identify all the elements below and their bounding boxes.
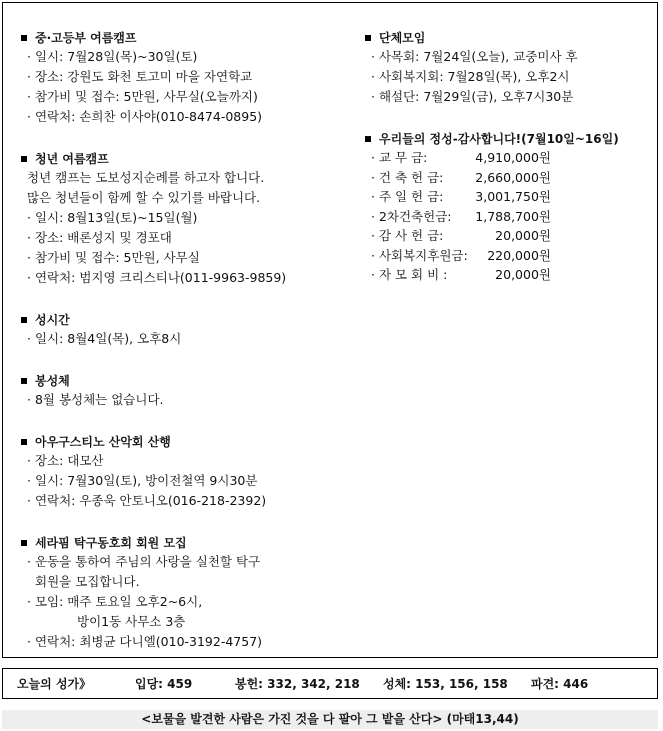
youth-camp-title: 중·고등부 여름캠프 (35, 31, 137, 45)
offerings-section (363, 130, 663, 285)
table-tennis-desc: · 운동을 통하여 주님의 사랑을 실천할 탁구 (27, 554, 261, 569)
offering-label: · 교 무 금: (371, 150, 428, 165)
offerings-title: 우리들의 정성-감사합니다!(7월10일~16일) (379, 132, 619, 146)
group-meeting-item: · 사회복지회: 7월28일(목), 오후2시 (371, 69, 570, 84)
today-hymns-label: 오늘의 성가》 (17, 677, 92, 691)
left-column (19, 29, 349, 675)
square-bullet-icon (21, 156, 27, 162)
offering-amount: 220,000원 (487, 247, 551, 263)
communion-visit-note: · 8월 봉성체는 없습니다. (27, 392, 164, 407)
young-adult-camp-desc: 많은 청년들이 함께 할 수 있기를 바랍니다. (27, 190, 261, 205)
youth-camp-section (19, 29, 349, 127)
hymn-dismissal: 파견: 446 (531, 677, 589, 691)
offering-amount: 1,788,700원 (475, 208, 551, 224)
group-meeting-item: · 사목회: 7월24일(오늘), 교중미사 후 (371, 49, 578, 64)
section-heading (19, 311, 349, 329)
section-heading (363, 130, 663, 148)
hymn-offertory: 봉헌: 332, 342, 218 (235, 677, 360, 691)
youth-camp-fee: · 참가비 및 접수: 5만원, 사무실(오늘까지) (27, 89, 258, 104)
offering-label: · 사회복지후원금: (371, 247, 468, 263)
hiking-place: · 장소: 대모산 (27, 453, 104, 468)
offering-label: · 감 사 헌 금: (371, 228, 444, 243)
youth-camp-date: · 일시: 7월28일(목)~30일(토) (27, 49, 198, 64)
square-bullet-icon (365, 35, 371, 41)
table-tennis-section (19, 534, 349, 652)
offering-label: · 2차건축헌금: (371, 208, 452, 224)
section-heading (19, 433, 349, 451)
youth-camp-place: · 장소: 강원도 화천 토고미 마을 자연학교 (27, 69, 253, 84)
offering-amount: 20,000원 (495, 228, 551, 243)
square-bullet-icon (21, 35, 27, 41)
table-tennis-desc: 회원을 모집합니다. (35, 574, 140, 589)
hiking-contact: · 연락처: 우종욱 안토니오(016-218-2392) (27, 493, 267, 508)
holy-hour-date: · 일시: 8월4일(목), 오후8시 (27, 331, 182, 346)
section-heading (363, 29, 663, 47)
hymn-communion: 성체: 153, 156, 158 (383, 677, 508, 691)
table-tennis-meeting: · 모임: 매주 토요일 오후2~6시, (27, 594, 203, 609)
offering-label: · 자 모 회 비 : (371, 267, 448, 282)
holy-hour-section (19, 311, 349, 349)
group-meetings-title: 단체모임 (379, 31, 426, 45)
group-meetings-section (363, 29, 663, 107)
table-tennis-title: 세라핌 탁구동호회 회원 모집 (35, 536, 187, 550)
square-bullet-icon (21, 540, 27, 546)
square-bullet-icon (21, 439, 27, 445)
square-bullet-icon (365, 136, 371, 142)
offering-amount: 20,000원 (495, 267, 551, 282)
young-adult-camp-contact: · 연락처: 범지영 크리스티나(011-9963-9859) (27, 270, 287, 285)
young-adult-camp-place: · 장소: 배론성지 및 경포대 (27, 230, 172, 245)
young-adult-camp-desc: 청년 캠프는 도보성지순례를 하고자 합니다. (27, 170, 265, 185)
offering-amount: 4,910,000원 (475, 150, 551, 165)
offering-amount: 3,001,750원 (475, 189, 551, 204)
communion-visit-section (19, 372, 349, 410)
section-heading (19, 372, 349, 390)
communion-visit-title: 봉성체 (35, 374, 70, 388)
table-tennis-contact: · 연락처: 최병균 다니엘(010-3192-4757) (27, 634, 263, 649)
offering-amount: 2,660,000원 (475, 169, 551, 185)
offering-label: · 주 일 헌 금: (371, 189, 444, 204)
holy-hour-title: 성시간 (35, 313, 70, 327)
young-adult-camp-date: · 일시: 8월13일(토)~15일(월) (27, 210, 198, 225)
square-bullet-icon (21, 317, 27, 323)
section-heading (19, 534, 349, 552)
right-column (363, 29, 663, 308)
young-adult-camp-title: 청년 여름캠프 (35, 152, 109, 166)
offering-label: · 건 축 헌 금: (371, 169, 444, 185)
group-meeting-item: · 해설단: 7월29일(금), 오후7시30분 (371, 89, 574, 104)
hiking-section (19, 433, 349, 511)
section-heading (19, 150, 349, 168)
hiking-date: · 일시: 7월30일(토), 방이전철역 9시30분 (27, 473, 258, 488)
offerings-table (363, 148, 663, 285)
bible-verse: <보물을 발견한 사람은 가진 것을 다 팔아 그 밭을 산다> (마태13,44) (2, 710, 658, 729)
youth-camp-contact: · 연락처: 손희찬 이사야(010-8474-0895) (27, 109, 263, 124)
hiking-title: 아우구스티노 산악회 산행 (35, 435, 171, 449)
square-bullet-icon (21, 378, 27, 384)
table-tennis-meeting-place: 방이1동 사무소 3층 (77, 614, 186, 629)
hymn-entrance: 입당: 459 (135, 677, 193, 691)
today-hymns-bar (2, 668, 658, 699)
bulletin-frame (2, 2, 658, 658)
section-heading (19, 29, 349, 47)
young-adult-camp-section (19, 150, 349, 288)
young-adult-camp-fee: · 참가비 및 접수: 5만원, 사무실 (27, 250, 200, 265)
